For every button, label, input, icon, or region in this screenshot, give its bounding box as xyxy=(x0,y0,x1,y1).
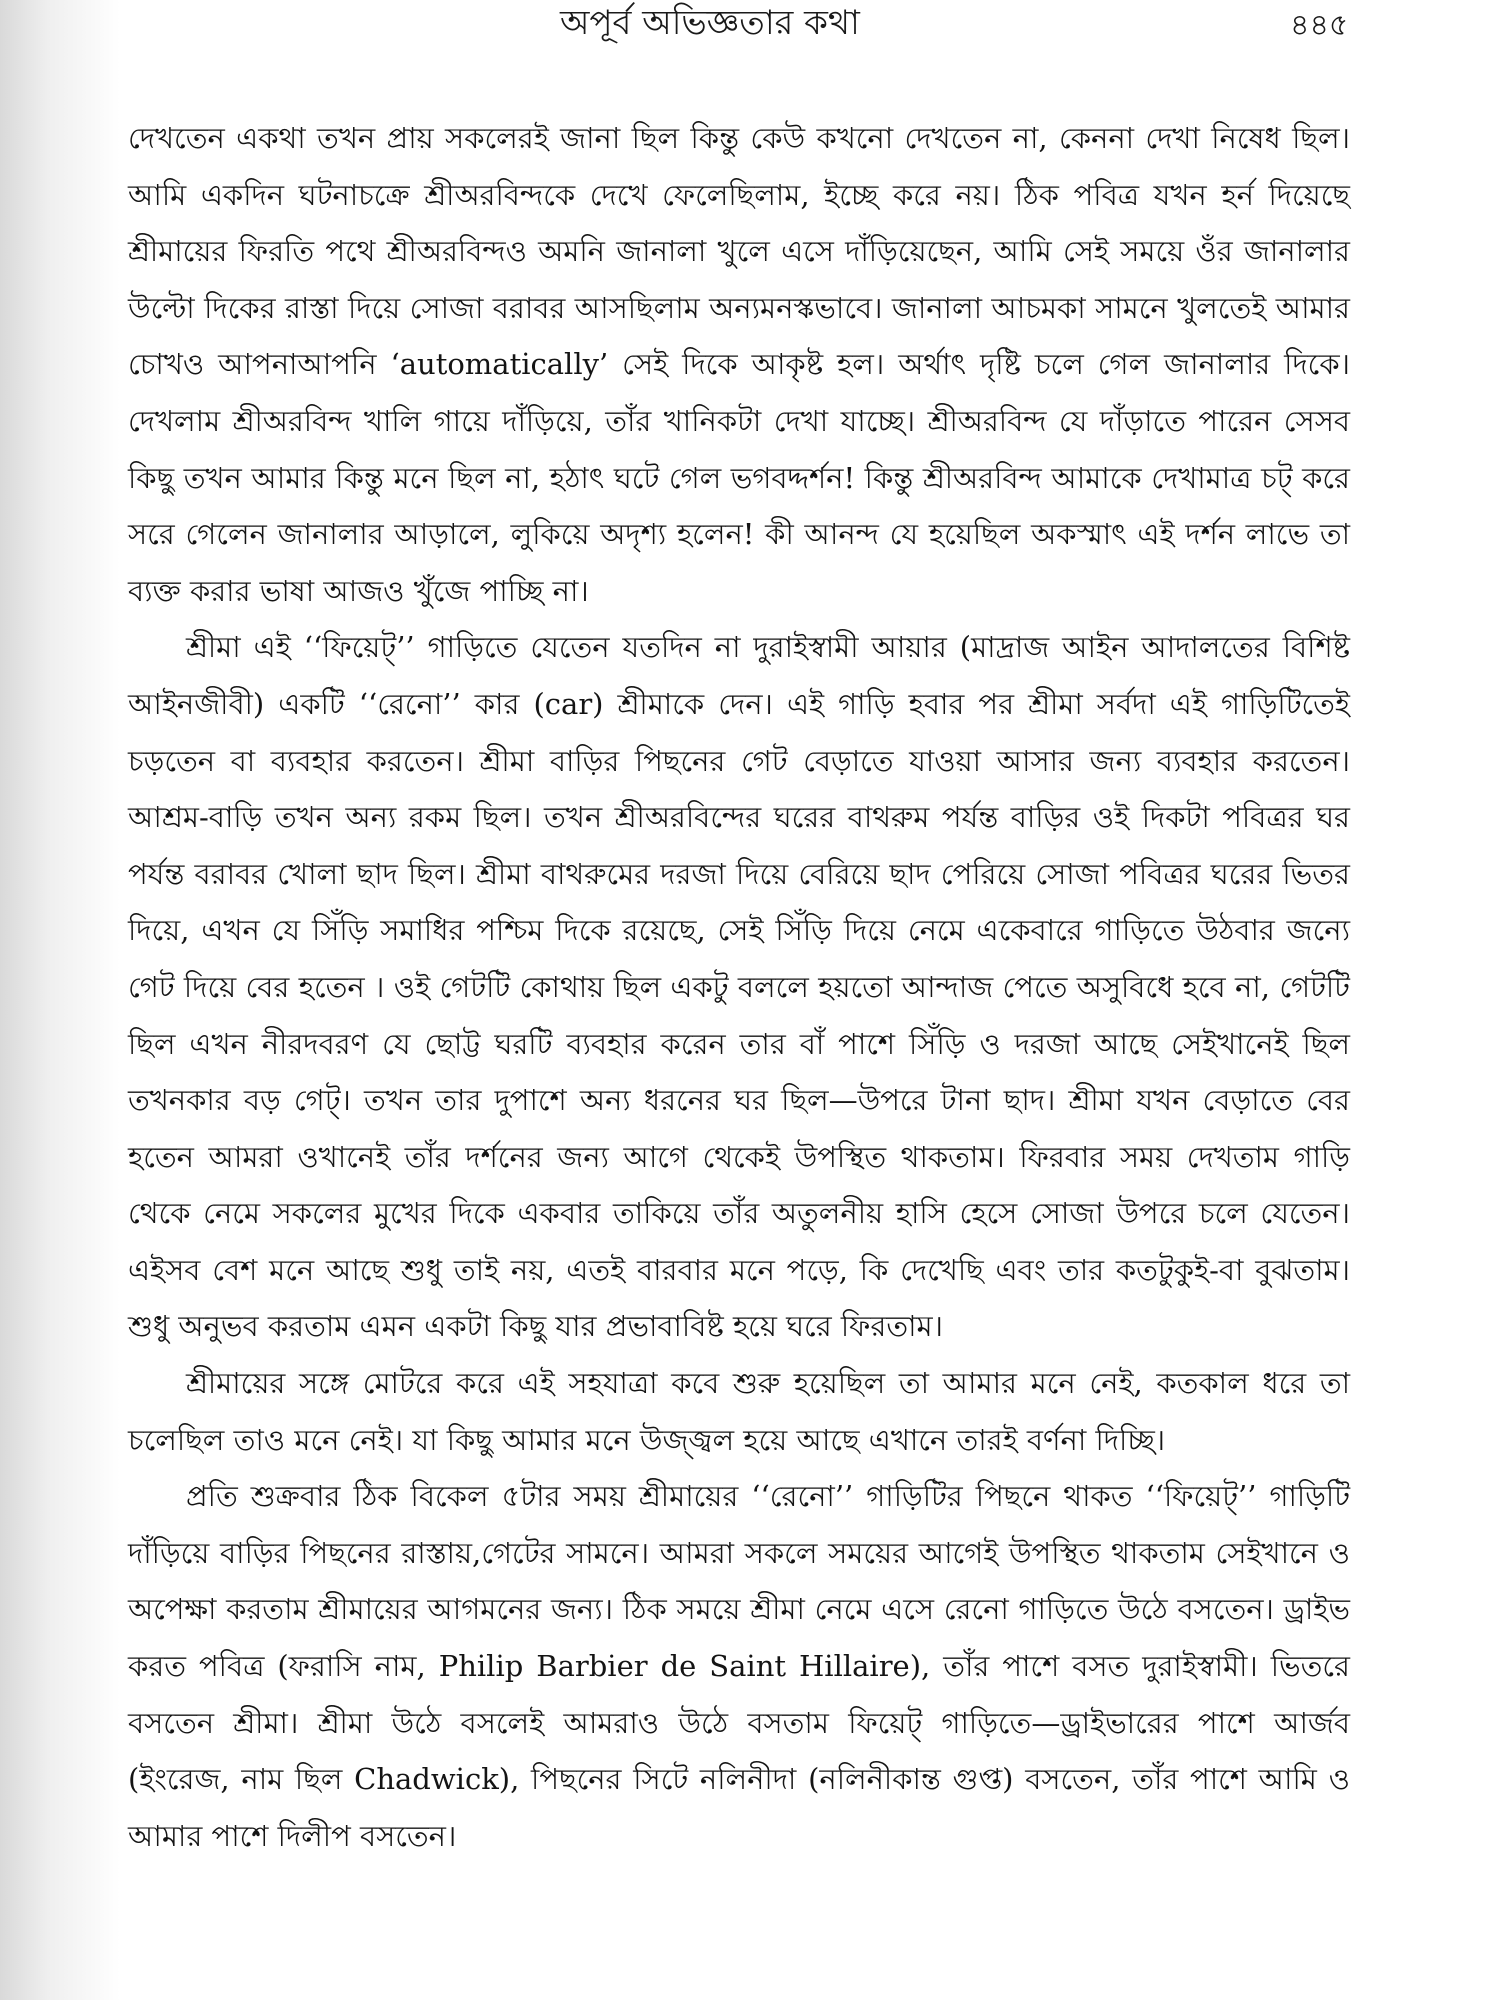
paragraph-1: দেখতেন একথা তখন প্রায় সকলেরই জানা ছিল কিন্তু কেউ কখনো দেখতেন না, কেননা দেখা নিষেধ ছিল। আমি একদিন ঘটনাচক্রে শ্রীঅরবিন্দকে দেখে ফেলেছিলাম, ইচ্ছে করে নয়। ঠিক পবিত্র যখন হর্ন দিয়েছে শ্রীমায়ের ফিরতি পথে শ্রীঅরবিন্দও অমনি জানালা খুলে এসে দাঁড়িয়েছেন, আমি সেই সময়ে ওঁর জানালার উল্টো দিকের রাস্তা দিয়ে সোজা বরাবর আসছিলাম অন্যমনস্কভাবে। জানালা আচমকা সামনে খুলতেই আমার চোখও আপনাআপনি ‘automatically’ সেই দিকে আকৃষ্ট হল। অর্থাৎ দৃষ্টি চলে গেল জানালার দিকে। দেখলাম শ্রীঅরবিন্দ খালি গায়ে দাঁড়িয়ে, তাঁর খানিকটা দেখা যাচ্ছে। শ্রীঅরবিন্দ যে দাঁড়াতে পারেন সেসব কিছু তখন আমার কিন্তু মনে ছিল না, হঠাৎ ঘটে গেল ভগবদ্দর্শন! কিন্তু শ্রীঅরবিন্দ আমাকে দেখামাত্র চট্‌ করে সরে গেলেন জানালার আড়ালে, লুকিয়ে অদৃশ্য হলেন! কী আনন্দ যে হয়েছিল অকস্মাৎ এই দর্শন লাভে তা ব্যক্ত করার ভাষা আজও খুঁজে পাচ্ছি না। xyxy=(128,121,1350,608)
page-number: ৪৪৫ xyxy=(1290,8,1349,43)
running-title: অপূর্ব অভিজ্ঞতার কথা xyxy=(560,3,860,43)
body-text xyxy=(128,110,1350,1864)
paragraph-4: প্রতি শুক্রবার ঠিক বিকেল ৫টার সময় শ্রীমায়ের ‘‘রেনো’’ গাড়িটির পিছনে থাকত ‘‘ফিয়েট্‌’’ গাড়িটি দাঁড়িয়ে বাড়ির পিছনের রাস্তায়,গেটের সামনে। আমরা সকলে সময়ের আগেই উপস্থিত থাকতাম সেইখানে ও অপেক্ষা করতাম শ্রীমায়ের আগমনের জন্য। ঠিক সময়ে শ্রীমা নেমে এসে রেনো গাড়িতে উঠে বসতেন। ড্রাইভ করত পবিত্র (ফরাসি নাম, Philip Barbier de Saint Hillaire), তাঁর পাশে বসত দুরাইস্বামী। ভিতরে বসতেন শ্রীমা। শ্রীমা উঠে বসলেই আমরাও উঠে বসতাম ফিয়েট্‌ গাড়িতে—ড্রাইভারের পাশে আর্জব (ইংরেজ, নাম ছিল Chadwick), পিছনের সিটে নলিনীদা (নলিনীকান্ত গুপ্ত) বসতেন, তাঁর পাশে আমি ও আমার পাশে দিলীপ বসতেন। xyxy=(128,1479,1351,1853)
page-gutter-shadow xyxy=(0,0,120,2000)
paragraph-2: শ্রীমা এই ‘‘ফিয়েট্‌’’ গাড়িতে যেতেন যতদিন না দুরাইস্বামী আয়ার (মাদ্রাজ আইন আদালতের বিশিষ্ট আইনজীবী) একটি ‘‘রেনো’’ কার (car) শ্রীমাকে দেন। এই গাড়ি হবার পর শ্রীমা সর্বদা এই গাড়িটিতেই চড়তেন বা ব্যবহার করতেন। শ্রীমা বাড়ির পিছনের গেট বেড়াতে যাওয়া আসার জন্য ব্যবহার করতেন। আশ্রম-বাড়ি তখন অন্য রকম ছিল। তখন শ্রীঅরবিন্দের ঘরের বাথরুম পর্যন্ত বাড়ির ওই দিকটা পবিত্রর ঘর পর্যন্ত বরাবর খোলা ছাদ ছিল। শ্রীমা বাথরুমের দরজা দিয়ে বেরিয়ে ছাদ পেরিয়ে সোজা পবিত্রর ঘরের ভিতর দিয়ে, এখন যে সিঁড়ি সমাধির পশ্চিম দিকে রয়েছে, সেই সিঁড়ি দিয়ে নেমে একেবারে গাড়িতে উঠবার জন্যে গেট দিয়ে বের হতেন । ওই গেটটি কোথায় ছিল একটু বললে হয়তো আন্দাজ পেতে অসুবিধে হবে না, গেটটি ছিল এখন নীরদবরণ যে ছোট্ট ঘরটি ব্যবহার করেন তার বাঁ পাশে সিঁড়ি ও দরজা আছে সেইখানেই ছিল তখনকার বড় গেট্‌। তখন তার দুপাশে অন্য ধরনের ঘর ছিল—উপরে টানা ছাদ। শ্রীমা যখন বেড়াতে বের হতেন আমরা ওখানেই তাঁর দর্শনের জন্য আগে থেকেই উপস্থিত থাকতাম। ফিরবার সময় দেখতাম গাড়ি থেকে নেমে সকলের মুখের দিকে একবার তাকিয়ে তাঁর অতুলনীয় হাসি হেসে সোজা উপরে চলে যেতেন। এইসব বেশ মনে আছে শুধু তাই নয়, এতই বারবার মনে পড়ে, কি দেখেছি এবং তার কতটুকুই-বা বুঝতাম। শুধু অনুভব করতাম এমন একটা কিছু যার প্রভাবাবিষ্ট হয়ে ঘরে ফিরতাম। xyxy=(128,630,1350,1344)
paragraph-3: শ্রীমায়ের সঙ্গে মোটরে করে এই সহযাত্রা কবে শুরু হয়েছিল তা আমার মনে নেই, কতকাল ধরে তা চলেছিল তাও মনে নেই। যা কিছু আমার মনে উজ্জ্বল হয়ে আছে এখানে তারই বর্ণনা দিচ্ছি। xyxy=(128,1366,1350,1457)
page-header xyxy=(0,2,1500,50)
